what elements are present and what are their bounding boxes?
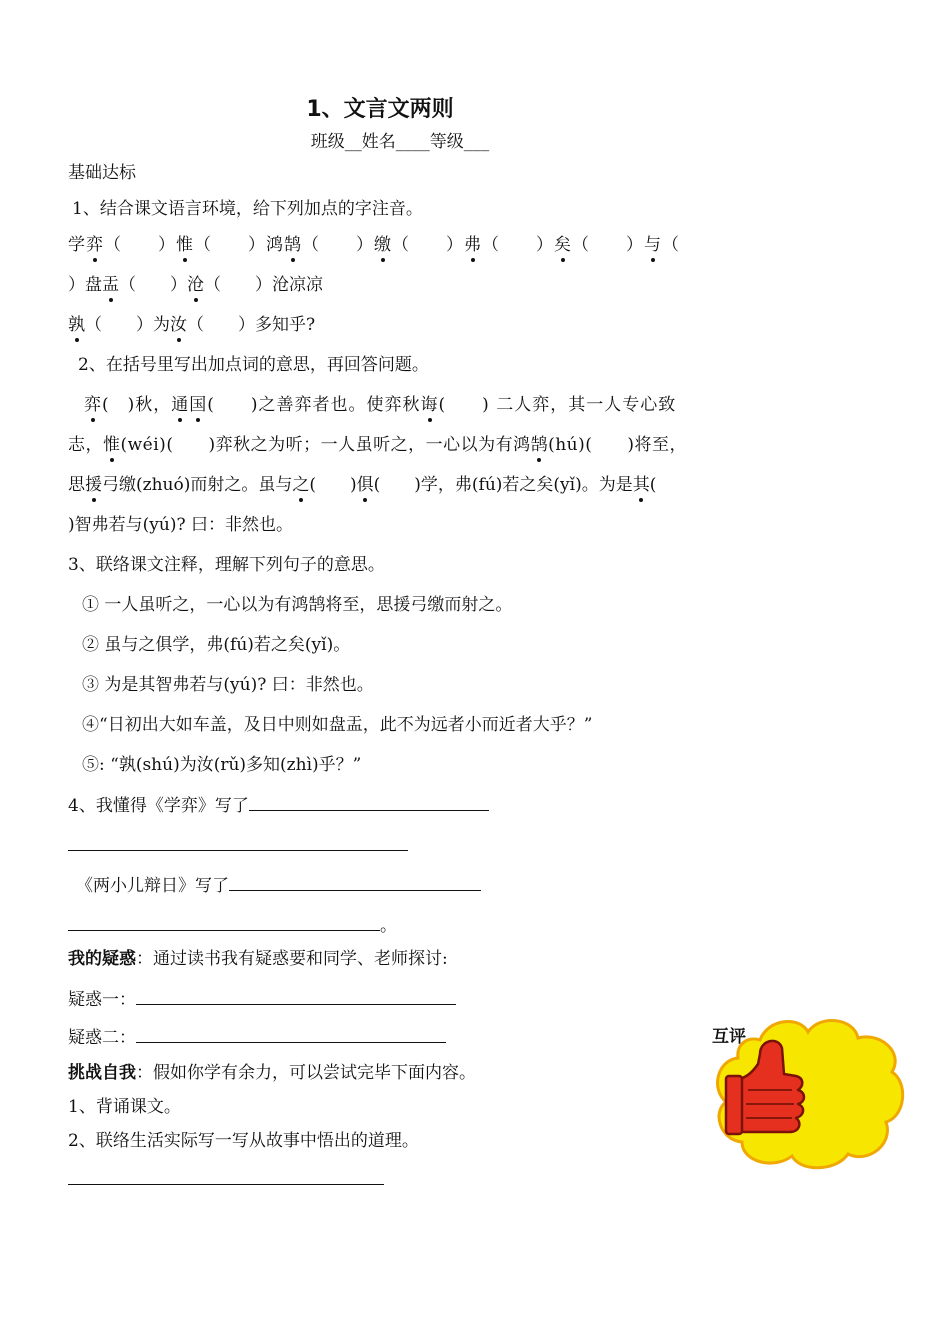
answer-blank[interactable] [136,1026,446,1043]
q1-line-1 [68,234,680,256]
q4-label-1: 4、我懂得《学弈》写了 [68,796,249,816]
dotted-char: 惟 [103,435,121,455]
dotted-char: 孰 [68,315,85,335]
text: （ ）沧凉凉 [204,275,323,295]
page-title: 1、文言文两则 [306,97,454,122]
q3-item-5: ⑤: “孰(shú)为汝(rǔ)多知(zhì)乎？” [82,755,362,775]
challenge-item-2: 2、联络生活实际写一写从故事中悟出的道理。 [68,1131,419,1151]
dotted-char: 其 [632,475,650,495]
dotted-char: 弈 [84,395,102,415]
q3-item-3: ③ 为是其智弗若与(yú)? 曰：非然也。 [82,675,374,695]
dotted-char: 矣 [554,235,572,255]
text: ( ) 二人弈，其一人专心致 [438,395,677,415]
text: 学 [68,235,86,255]
text: （ [662,235,680,255]
doubt-heading-line [68,948,448,970]
text: 弓缴(zhuó)而射之。虽与 [102,475,293,495]
q3-item-4: ④“日初出大如车盖，及日中则如盘盂，此不为远者小而近者大乎？” [82,715,593,735]
text: 思 [68,475,85,495]
text: ( )学，弗(fú)若之矣(yǐ)。为是 [373,475,633,495]
q1-line-2 [68,274,323,296]
doubt-label: 我的疑惑 [68,949,136,969]
text: ( [649,475,657,495]
q1-line-3 [68,314,315,336]
text: (wéi)( )弈秋之为听；一人虽听之，一心以为有鸿 [120,435,531,455]
q4-line-2 [76,874,481,897]
dotted-char: 缴 [374,235,392,255]
challenge-heading-line [68,1062,476,1084]
doubt-1-label: 疑惑一： [68,990,136,1010]
dotted-char: 国 [189,395,208,415]
text: ( )秋， [102,395,172,415]
answer-blank[interactable] [249,794,489,811]
dotted-char: 弗 [464,235,482,255]
dotted-char: 与 [644,235,662,255]
q2-paragraph-line-2 [68,434,687,456]
dotted-char: 鹄 [530,435,549,455]
doubt-1-line [68,988,456,1011]
challenge-text: ：假如你学有余力，可以尝试完毕下面内容。 [136,1063,476,1083]
q2-paragraph-line-1 [84,394,676,416]
q4-line-3 [68,914,397,937]
dotted-char: 盂 [102,275,119,295]
peer-review-badge [708,1012,908,1172]
text: （ ）多知乎? [187,315,316,335]
dotted-char: 俱 [356,475,374,495]
blank-paren: （ ） [482,235,554,255]
dotted-char: 汝 [170,315,187,335]
doubt-2-label: 疑惑二： [68,1028,136,1048]
dotted-char: 之 [292,475,310,495]
dotted-char: 沧 [187,275,204,295]
dotted-char: 惟 [176,235,194,255]
text: （ ）鸿 [194,235,284,255]
blank-paren: （ ） [104,235,176,255]
answer-line[interactable] [68,1184,384,1185]
doubt-2-line [68,1026,446,1049]
student-info-line: 班级__姓名____等级___ [310,132,490,152]
q3-item-1: ① 一人虽听之，一心以为有鸿鹄将至，思援弓缴而射之。 [82,595,513,615]
dotted-char: 诲 [420,395,439,415]
dotted-char: 鹄 [284,235,302,255]
dotted-char: 通 [171,395,190,415]
q2-paragraph-line-4: )智弗若与(yú)? 曰：非然也。 [68,515,293,535]
blank-paren: （ ） [302,235,374,255]
blank-paren: （ ） [392,235,464,255]
period: 。 [380,916,397,936]
q1-prompt: 1、结合课文语言环境，给下列加点的字注音。 [72,199,423,219]
q3-item-2: ② 虽与之俱学，弗(fú)若之矣(yǐ)。 [82,635,351,655]
text: (hú)( )将至， [548,435,688,455]
blank-paren: （ ） [119,275,187,295]
answer-blank[interactable] [229,874,481,891]
answer-blank[interactable] [68,914,380,931]
challenge-label: 挑战自我 [68,1063,136,1083]
badge-label: 互评 [712,1027,746,1047]
text: （ ）为 [85,315,170,335]
answer-line[interactable] [68,850,408,851]
blank-paren: （ ） [572,235,644,255]
q4-line-1 [68,794,489,817]
dotted-char: 援 [85,475,102,495]
text: 志， [68,435,103,455]
text: ( )之善弈者也。使弈秋 [207,395,421,415]
challenge-item-1: 1、背诵课文。 [68,1097,181,1117]
q3-prompt: 3、联络课文注释，理解下列句子的意思。 [68,555,385,575]
q2-paragraph-line-3 [68,474,656,496]
answer-blank[interactable] [136,988,456,1005]
dotted-char: 弈 [86,235,104,255]
blank-paren: ( ) [309,475,357,495]
section-basic-heading: 基础达标 [68,163,136,183]
text: ）盘 [68,275,102,295]
q2-prompt: 2、在括号里写出加点词的意思，再回答问题。 [78,355,429,375]
q4-label-2: 《两小儿辩日》写了 [76,876,229,896]
doubt-text: ：通过读书我有疑惑要和同学、老师探讨: [136,949,448,969]
